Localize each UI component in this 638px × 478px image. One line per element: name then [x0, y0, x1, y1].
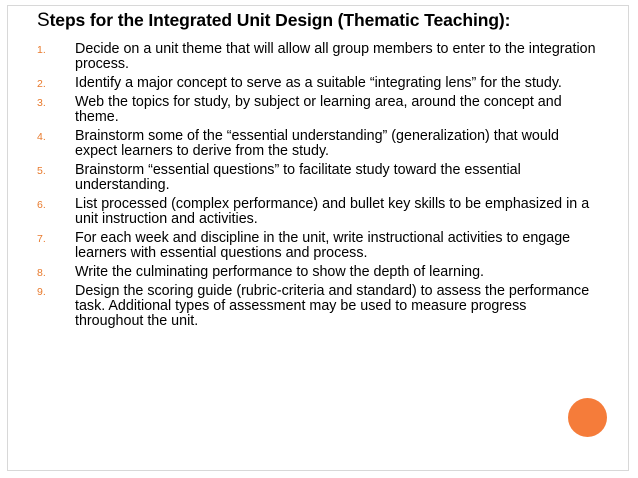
step-item-4 [37, 129, 597, 159]
title-initial: S [37, 10, 50, 31]
step-number: 3. [37, 97, 46, 109]
step-item-7 [37, 231, 597, 261]
step-number: 5. [37, 165, 46, 177]
step-text: For each week and discipline in the unit, write instructional activities to engage learners with essential questions and process. [75, 230, 571, 261]
step-number: 8. [37, 267, 46, 279]
step-number: 2. [37, 78, 46, 90]
step-text: Web the topics for study, by subject or learning area, around the concept and theme. [75, 94, 562, 125]
step-text: Identify a major concept to serve as a suitable “integrating lens” for the study. [75, 75, 562, 91]
step-text: Design the scoring guide (rubric-criteria and standard) to assess the performance task. Additional types of assessment may be used to measure progress throughout the unit. [75, 283, 590, 329]
step-item-3 [37, 95, 597, 125]
step-text: Decide on a unit theme that will allow all group members to enter to the integration process. [75, 41, 596, 72]
step-item-9 [37, 284, 597, 329]
decorative-orange-circle [568, 398, 607, 437]
step-text: List processed (complex performance) and bullet key skills to be emphasized in a unit instruction and activities. [75, 196, 590, 227]
step-number: 1. [37, 44, 46, 56]
slide-title [37, 10, 607, 32]
steps-list [37, 42, 597, 333]
step-item-2 [37, 76, 597, 91]
step-item-8 [37, 265, 597, 280]
step-text: Brainstorm “essential questions” to facilitate study toward the essential understanding. [75, 162, 521, 193]
step-item-1 [37, 42, 597, 72]
step-text: Brainstorm some of the “essential understanding” (generalization) that would expect learners to derive from the study. [75, 128, 559, 159]
step-number: 4. [37, 131, 46, 143]
step-number: 6. [37, 199, 46, 211]
step-number: 7. [37, 233, 46, 245]
step-number: 9. [37, 286, 46, 298]
step-item-6 [37, 197, 597, 227]
step-item-5 [37, 163, 597, 193]
step-text: Write the culminating performance to show the depth of learning. [75, 264, 485, 280]
title-text: teps for the Integrated Unit Design (Thematic Teaching): [49, 10, 511, 30]
